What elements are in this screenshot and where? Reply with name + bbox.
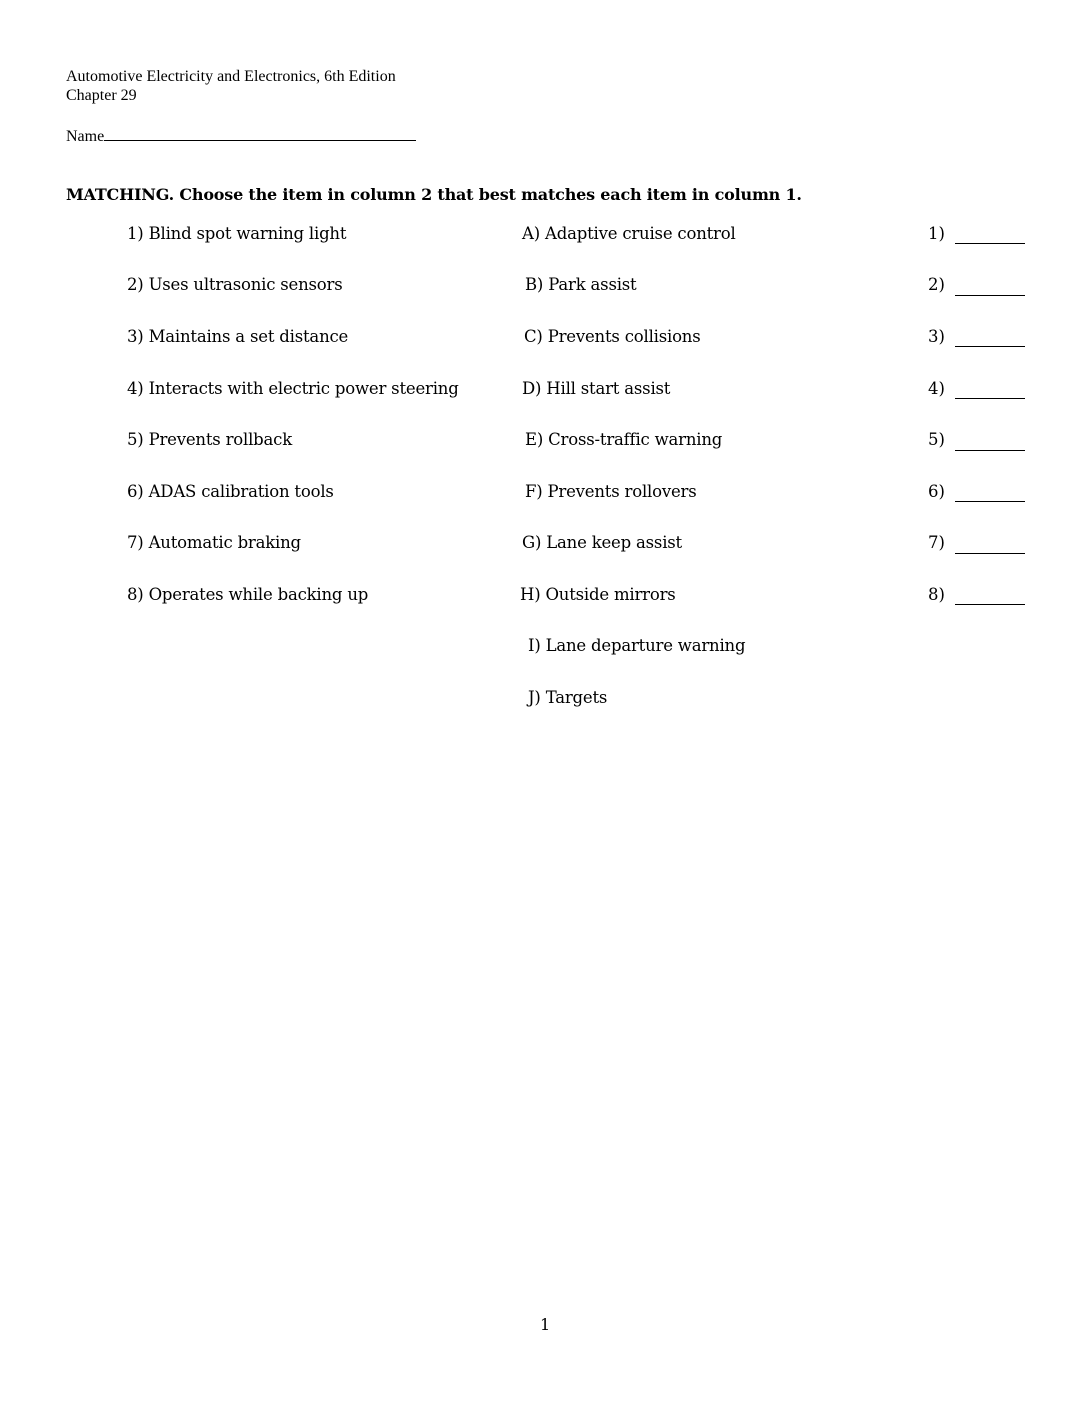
column2-item: I) Lane departure warning (528, 636, 746, 655)
column1-item: 1) Blind spot warning light (127, 224, 347, 243)
name-field[interactable] (66, 126, 416, 146)
column1-item: 6) ADAS calibration tools (127, 482, 334, 501)
answer-label: 5) (928, 430, 945, 449)
column2-item: C) Prevents collisions (524, 327, 701, 346)
answer-blank[interactable] (955, 242, 1025, 244)
answer-label: 4) (928, 379, 945, 398)
name-blank-line[interactable] (104, 126, 416, 141)
answer-blank[interactable] (955, 294, 1025, 296)
answer-blank[interactable] (955, 449, 1025, 451)
column2-item: J) Targets (528, 688, 608, 707)
column2-item: E) Cross-traffic warning (525, 430, 723, 449)
column1-item: 5) Prevents rollback (127, 430, 293, 449)
column2-item: A) Adaptive cruise control (522, 224, 736, 243)
answer-label: 8) (928, 585, 945, 604)
answer-blank[interactable] (955, 552, 1025, 554)
answer-blank[interactable] (955, 603, 1025, 605)
answer-blank[interactable] (955, 345, 1025, 347)
column2-item: B) Park assist (525, 275, 637, 294)
instructions-heading: MATCHING. Choose the item in column 2 that best matches each item in column 1. (66, 185, 802, 204)
column1-item: 8) Operates while backing up (127, 585, 369, 604)
column1-item: 3) Maintains a set distance (127, 327, 349, 346)
answer-label: 3) (928, 327, 945, 346)
answer-label: 1) (928, 224, 945, 243)
name-label: Name (66, 128, 105, 145)
column2-item: F) Prevents rollovers (525, 482, 697, 501)
book-title: Automotive Electricity and Electronics, 6th Edition (66, 68, 396, 85)
answer-label: 6) (928, 482, 945, 501)
column1-item: 7) Automatic braking (127, 533, 301, 552)
answer-blank[interactable] (955, 397, 1025, 399)
answer-blank[interactable] (955, 500, 1025, 502)
column2-item: G) Lane keep assist (522, 533, 682, 552)
column2-item: H) Outside mirrors (520, 585, 676, 604)
page-number: 1 (540, 1315, 551, 1334)
answer-label: 7) (928, 533, 945, 552)
chapter-label: Chapter 29 (66, 87, 137, 104)
column1-item: 2) Uses ultrasonic sensors (127, 275, 343, 294)
column1-item: 4) Interacts with electric power steering (127, 379, 459, 398)
column2-item: D) Hill start assist (522, 379, 671, 398)
answer-label: 2) (928, 275, 945, 294)
